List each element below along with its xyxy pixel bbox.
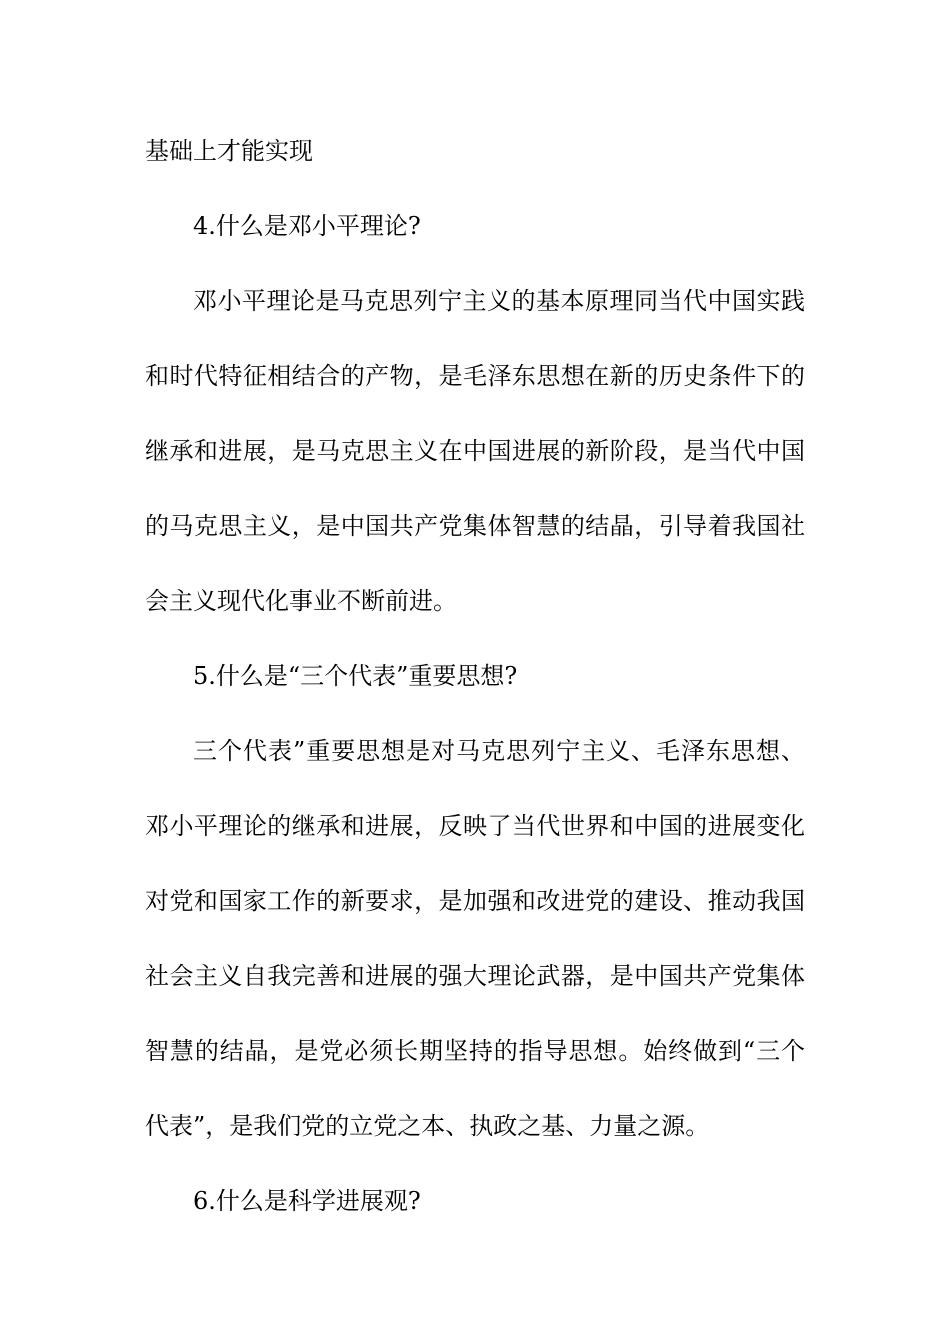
question-heading-4: 4.什么是邓小平理论? xyxy=(193,212,421,240)
question-heading-6: 6.什么是科学进展观? xyxy=(193,1187,421,1215)
paragraph-line: 三个代表”重要思想是对马克思列宁主义、毛泽东思想、 xyxy=(193,737,805,765)
paragraph-line: 的马克思主义，是中国共产党集体智慧的结晶，引导着我国社 xyxy=(145,512,805,540)
paragraph-line: 和时代特征相结合的产物，是毛泽东思想在新的历史条件下的 xyxy=(145,362,805,390)
paragraph-line: 邓小平理论是马克思列宁主义的基本原理同当代中国实践 xyxy=(193,287,805,315)
paragraph-line: 代表”，是我们党的立党之本、执政之基、力量之源。 xyxy=(145,1112,710,1140)
paragraph-line: 继承和进展，是马克思主义在中国进展的新阶段，是当代中国 xyxy=(145,437,805,465)
paragraph-line: 对党和国家工作的新要求，是加强和改进党的建设、推动我国 xyxy=(145,887,805,915)
question-heading-5: 5.什么是“三个代表”重要思想? xyxy=(193,662,518,690)
paragraph-continuation-line: 基础上才能实现 xyxy=(145,137,313,165)
paragraph-line: 智慧的结晶，是党必须长期坚持的指导思想。始终做到“三个 xyxy=(145,1037,805,1065)
paragraph-line: 邓小平理论的继承和进展，反映了当代世界和中国的进展变化 xyxy=(145,812,805,840)
paragraph-line: 社会主义自我完善和进展的强大理论武器，是中国共产党集体 xyxy=(145,962,805,990)
paragraph-line: 会主义现代化事业不断前进。 xyxy=(145,587,457,615)
